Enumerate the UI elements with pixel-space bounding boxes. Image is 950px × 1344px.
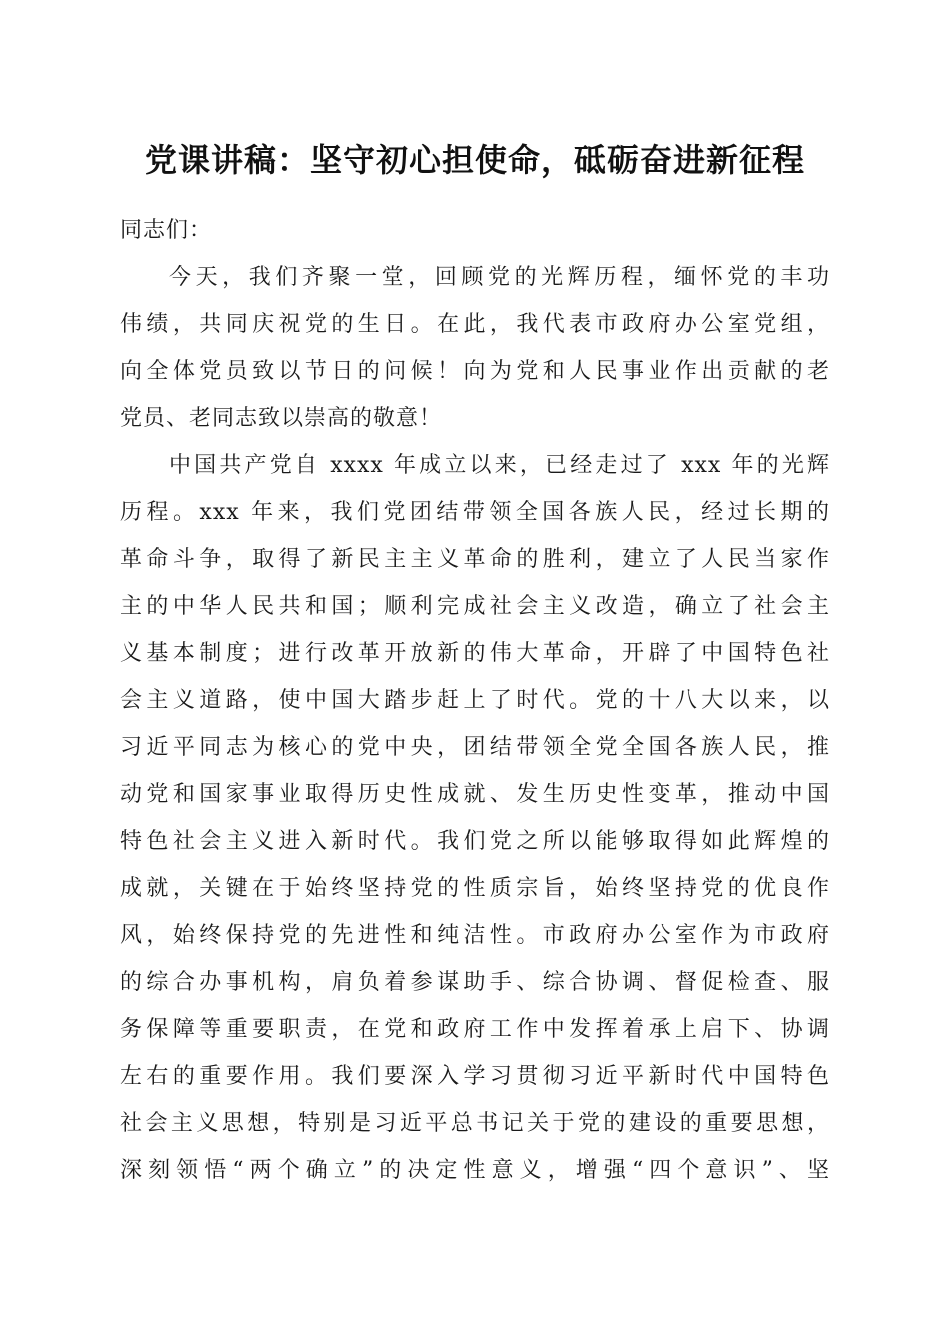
paragraph-line: 今天，我们齐聚一堂，回顾党的光辉历程，缅怀党的丰功 [169, 265, 830, 290]
paragraph-line: 深刻领悟“两个确立”的决定性意义，增强“四个意识”、坚 [120, 1158, 830, 1183]
paragraph-line: 会主义道路，使中国大踏步赶上了时代。党的十八大以来，以 [120, 688, 830, 713]
paragraph-line: 动党和国家事业取得历史性成就、发生历史性变革，推动中国 [120, 782, 830, 807]
paragraph-line: 中国共产党自 xxxx 年成立以来，已经走过了 xxx 年的光辉 [169, 453, 830, 478]
paragraph-1 [120, 254, 830, 442]
paragraph-line: 风，始终保持党的先进性和纯洁性。市政府办公室作为市政府 [120, 923, 830, 948]
document-title: 党课讲稿：坚守初心担使命，砥砺奋进新征程 [144, 141, 805, 179]
paragraph-line: 社会主义思想，特别是习近平总书记关于党的建设的重要思想， [120, 1111, 830, 1136]
paragraph-line: 务保障等重要职责，在党和政府工作中发挥着承上启下、协调 [120, 1017, 830, 1042]
paragraph-line: 左右的重要作用。我们要深入学习贯彻习近平新时代中国特色 [120, 1064, 830, 1089]
paragraph-line: 成就，关键在于始终坚持党的性质宗旨，始终坚持党的优良作 [120, 876, 830, 901]
paragraph-line: 的综合办事机构，肩负着参谋助手、综合协调、督促检查、服 [120, 970, 830, 995]
paragraph-line: 向全体党员致以节日的问候！向为党和人民事业作出贡献的老 [120, 359, 830, 384]
paragraph-line: 党员、老同志致以崇高的敬意！ [120, 406, 443, 431]
paragraph-line: 特色社会主义进入新时代。我们党之所以能够取得如此辉煌的 [120, 829, 830, 854]
salutation: 同志们： [120, 218, 213, 243]
paragraph-line: 习近平同志为核心的党中央，团结带领全党全国各族人民，推 [120, 735, 830, 760]
paragraph-2 [120, 442, 830, 1194]
paragraph-line: 历程。xxx 年来，我们党团结带领全国各族人民，经过长期的 [120, 500, 830, 525]
paragraph-line: 主的中华人民共和国；顺利完成社会主义改造，确立了社会主 [120, 594, 830, 619]
paragraph-line: 义基本制度；进行改革开放新的伟大革命，开辟了中国特色社 [120, 641, 830, 666]
paragraph-line: 伟绩，共同庆祝党的生日。在此，我代表市政府办公室党组， [120, 312, 830, 337]
paragraph-line: 革命斗争，取得了新民主主义革命的胜利，建立了人民当家作 [120, 547, 830, 572]
document-body [120, 207, 830, 1194]
